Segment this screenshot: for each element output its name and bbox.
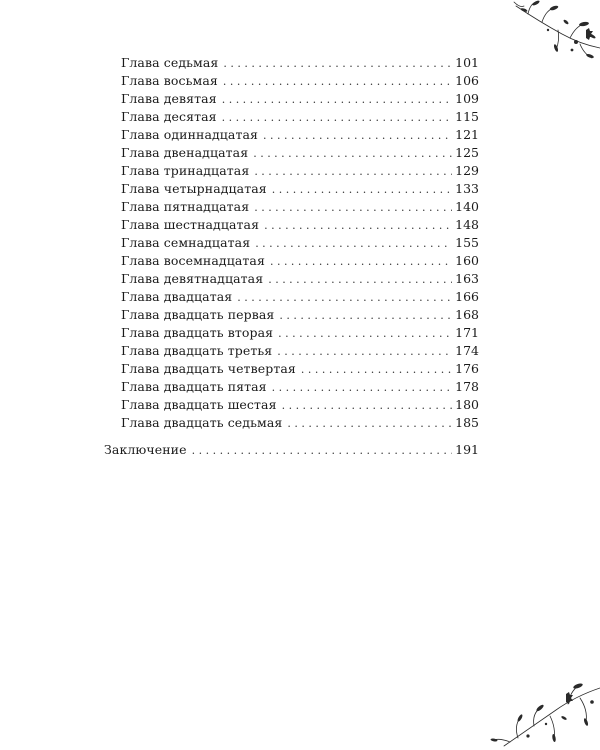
- toc-entry[interactable]: [121, 91, 479, 107]
- toc-leader-dots: [222, 92, 452, 108]
- toc-entry[interactable]: [121, 163, 479, 179]
- toc-entry-page: 129: [455, 163, 479, 178]
- toc-entry-title: Глава двадцать пятая: [121, 379, 267, 394]
- toc-leader-dots: [279, 308, 452, 324]
- toc-entry-page: 148: [455, 217, 479, 232]
- toc-entry-page: 163: [455, 271, 479, 286]
- toc-entry[interactable]: [121, 127, 479, 143]
- toc-entry-page: 166: [455, 289, 479, 304]
- toc-leader-dots: [264, 218, 452, 234]
- toc-leader-dots: [223, 74, 452, 90]
- toc-entry-page: 171: [455, 325, 479, 340]
- toc-entry-title: Глава седьмая: [121, 55, 219, 70]
- toc-entry[interactable]: [121, 235, 479, 251]
- toc-leader-dots: [237, 290, 452, 306]
- toc-entry[interactable]: [121, 217, 479, 233]
- toc-entry-page: 160: [455, 253, 479, 268]
- toc-entry-title: Глава восьмая: [121, 73, 218, 88]
- toc-entry-title: Глава пятнадцатая: [121, 199, 250, 214]
- botanical-sprig-icon: [480, 680, 600, 750]
- toc-entry-page: 180: [455, 397, 479, 412]
- toc-entry-title: Глава двадцать вторая: [121, 325, 274, 340]
- toc-entry[interactable]: [121, 343, 479, 359]
- toc-entry-page: 115: [455, 109, 479, 124]
- toc-entry-title: Глава двенадцатая: [121, 145, 249, 160]
- toc-entry-title: Глава десятая: [121, 109, 217, 124]
- toc-leader-dots: [301, 362, 452, 378]
- toc-leader-dots: [222, 110, 452, 126]
- toc-entry-conclusion[interactable]: [104, 442, 479, 458]
- toc-entry[interactable]: [121, 379, 479, 395]
- toc-entry[interactable]: [121, 397, 479, 413]
- toc-entry[interactable]: [121, 415, 479, 431]
- toc-entry[interactable]: [121, 145, 479, 161]
- toc-entry-title: Глава девятнадцатая: [121, 271, 264, 286]
- toc-entry-title: Глава восемнадцатая: [121, 253, 265, 268]
- toc-leader-dots: [272, 182, 452, 198]
- toc-leader-dots: [270, 254, 452, 270]
- toc-entry[interactable]: [121, 253, 479, 269]
- toc-entry-page: 133: [455, 181, 479, 196]
- toc-entry[interactable]: [121, 199, 479, 215]
- toc-entry[interactable]: [121, 109, 479, 125]
- toc-leader-dots: [223, 56, 452, 72]
- toc-entry-title: Глава семнадцатая: [121, 235, 251, 250]
- toc-entry[interactable]: [121, 307, 479, 323]
- toc-entry-page: 121: [455, 127, 479, 142]
- toc-entry-title: Глава тринадцатая: [121, 163, 250, 178]
- toc-entry-page: 178: [455, 379, 479, 394]
- toc-entry-page: 109: [455, 91, 479, 106]
- toc-entry-title: Глава двадцать шестая: [121, 397, 277, 412]
- toc-leader-dots: [254, 200, 452, 216]
- toc-entry[interactable]: [121, 361, 479, 377]
- toc-entry-title: Глава одиннадцатая: [121, 127, 259, 142]
- toc-leader-dots: [272, 380, 452, 396]
- toc-entry-page: 140: [455, 199, 479, 214]
- toc-entry[interactable]: [121, 73, 479, 89]
- toc-entry-page: 191: [455, 442, 479, 457]
- toc-entry-page: 101: [455, 55, 479, 70]
- toc-entry-title: Глава девятая: [121, 91, 217, 106]
- toc-entry[interactable]: [121, 181, 479, 197]
- toc-entry-title: Глава двадцать седьмая: [121, 415, 283, 430]
- toc-leader-dots: [277, 344, 452, 360]
- toc-entry[interactable]: [121, 271, 479, 287]
- toc-leader-dots: [268, 272, 452, 288]
- toc-leader-dots: [278, 326, 452, 342]
- toc-entry-page: 125: [455, 145, 479, 160]
- toc-entry[interactable]: [121, 325, 479, 341]
- toc-entry-title: Глава двадцать первая: [121, 307, 275, 322]
- toc-entry-page: 168: [455, 307, 479, 322]
- toc-leader-dots: [255, 236, 452, 252]
- toc-leader-dots: [192, 443, 453, 459]
- toc-entry-page: 176: [455, 361, 479, 376]
- toc-entry-page: 185: [455, 415, 479, 430]
- toc-leader-dots: [254, 164, 452, 180]
- toc-entry-title: Глава шестнадцатая: [121, 217, 260, 232]
- toc-entry-title: Глава двадцать третья: [121, 343, 273, 358]
- toc-entry-title: Глава двадцать четвертая: [121, 361, 296, 376]
- toc-entry-page: 174: [455, 343, 479, 358]
- toc-entry-page: 106: [455, 73, 479, 88]
- toc-leader-dots: [287, 416, 452, 432]
- toc-entry-page: 155: [455, 235, 479, 250]
- toc-entry-title: Глава четырнадцатая: [121, 181, 267, 196]
- toc-leader-dots: [263, 128, 452, 144]
- toc-entry[interactable]: [121, 289, 479, 305]
- botanical-sprig-icon: [480, 0, 600, 60]
- toc-entry[interactable]: [121, 55, 479, 71]
- toc-entry-title: Заключение: [104, 442, 187, 457]
- toc-entry-title: Глава двадцатая: [121, 289, 233, 304]
- toc-leader-dots: [253, 146, 452, 162]
- toc-leader-dots: [282, 398, 453, 414]
